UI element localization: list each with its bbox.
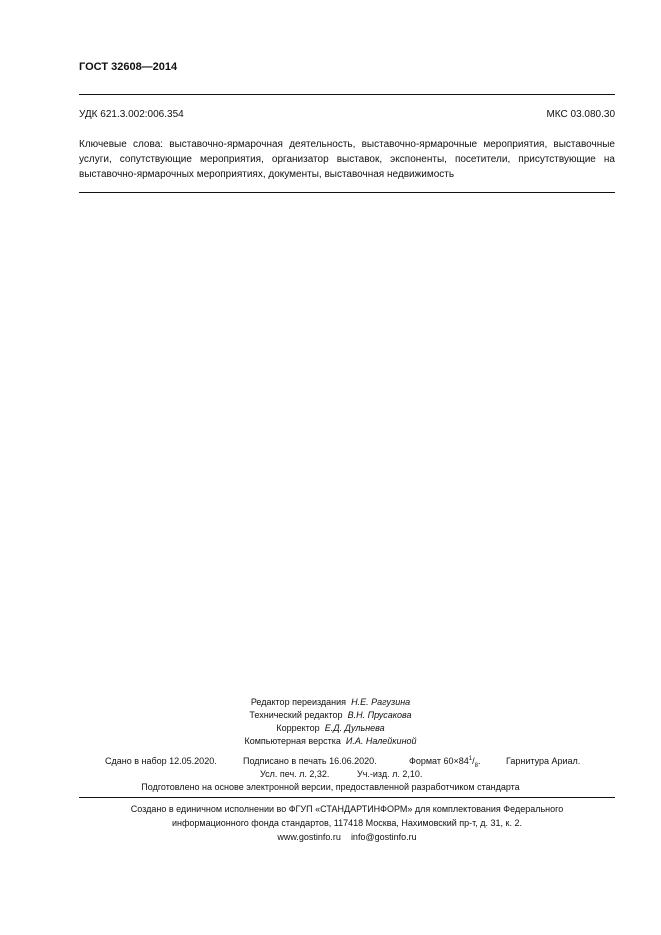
format-suffix: .	[477, 756, 481, 766]
edition-sheets: Уч.-изд. л. 2,10.	[357, 769, 423, 779]
credit-layout	[0, 735, 661, 748]
credit-role: Корректор	[276, 723, 320, 733]
format-prefix: Формат 60×84	[409, 756, 469, 766]
credit-name: В.Н. Прусакова	[347, 710, 412, 720]
footer-line-1: Создано в единичном исполнении во ФГУП «СТАНДАРТИНФОРМ» для комплектования Федерального	[130, 804, 564, 814]
credit-role: Компьютерная верстка	[244, 736, 341, 746]
footer-divider	[79, 797, 615, 798]
keywords-paragraph: Ключевые слова: выставочно-ярмарочная деятельность, выставочно-ярмарочные мероприятия, выставочные услуги, сопутствующие мероприятия, организатор выставок, экспоненты, посетители, присутствующие на выставочно-ярмарочных мероприятиях, документы, выставочная недвижимость	[79, 139, 615, 180]
website-link[interactable]: www.gostinfo.ru	[277, 832, 341, 842]
udk-code: УДК 621.3.002:006.354	[79, 109, 184, 120]
footer-contacts	[79, 830, 615, 844]
mks-code: МКС 03.080.30	[546, 109, 615, 120]
printed-sheets: Усл. печ. л. 2,32.	[260, 769, 330, 779]
print-format: Формат $60\times 84^1/_8$.	[409, 756, 481, 769]
document-title: ГОСТ 32608—2014	[79, 61, 178, 73]
credit-name: И.А. Налейкиной	[345, 736, 417, 746]
credit-name: Е.Д. Дульнева	[324, 723, 385, 733]
typeface-info: Гарнитура Ариал.	[506, 756, 581, 766]
footer-line-2: информационного фонда стандартов, 117418 Москва, Нахимовский пр-т, д. 31, к. 2.	[171, 818, 523, 828]
credit-name: Н.Е. Рагузина	[351, 697, 411, 707]
format-numerator: 1	[468, 756, 473, 762]
signed-date: Подписано в печать 16.06.2020.	[243, 756, 377, 766]
credit-tech-editor	[0, 709, 661, 722]
format-denominator: 8	[474, 762, 478, 769]
submitted-date: Сдано в набор 12.05.2020.	[105, 756, 217, 766]
keywords-divider	[79, 192, 615, 193]
credit-editor	[0, 696, 661, 709]
header-divider	[79, 94, 615, 95]
credit-proofreader	[0, 722, 661, 735]
credit-role: Технический редактор	[249, 710, 343, 720]
prepared-note: Подготовлено на основе электронной версии, предоставленной разработчиком стандарта	[141, 782, 520, 792]
email-link[interactable]: info@gostinfo.ru	[350, 832, 417, 842]
credit-role: Редактор переиздания	[250, 697, 347, 707]
